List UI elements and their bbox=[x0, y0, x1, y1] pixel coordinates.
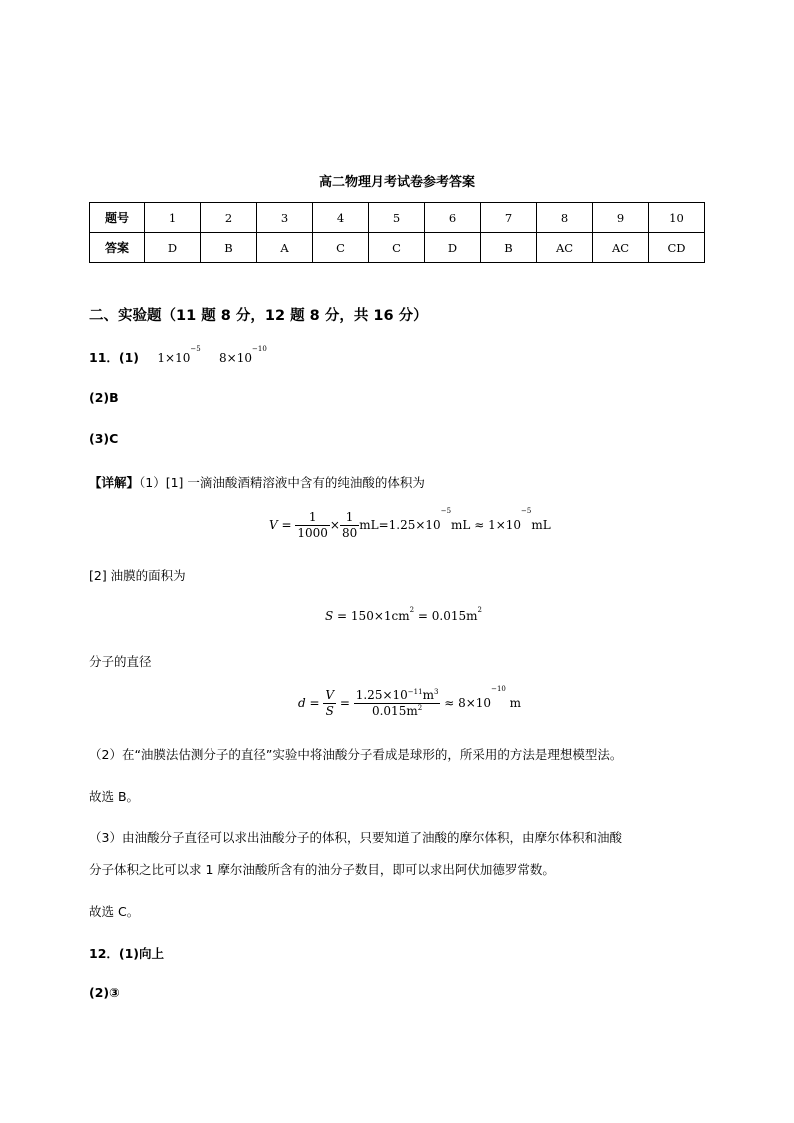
q11-answer-line bbox=[89, 345, 267, 366]
eq3-g-num bbox=[354, 688, 441, 704]
eq3-g-num-unit: m bbox=[422, 688, 434, 702]
detail-step2: [2] 油膜的面积为 bbox=[89, 568, 186, 583]
eq2-lhs: S bbox=[325, 609, 334, 623]
q12-part2: (2)③ bbox=[89, 985, 120, 1000]
eq3-tail-exp: −10 bbox=[491, 685, 506, 693]
q11-label: 11．(1) bbox=[89, 350, 140, 365]
section-heading: 二、实验题（11 题 8 分，12 题 8 分，共 16 分） bbox=[89, 308, 428, 324]
table-cell: 10 bbox=[649, 203, 705, 233]
table-cell: AC bbox=[593, 233, 649, 263]
detail-part3-line1: （3）由油酸分子直径可以求出油酸分子的体积，只要知道了油酸的摩尔体积，由摩尔体积和油酸 bbox=[89, 830, 622, 845]
equation-diameter bbox=[298, 685, 522, 719]
eq3-g-num-coef: 1.25×10 bbox=[355, 688, 408, 702]
q11-answer-1-coef: 1×10 bbox=[157, 351, 191, 365]
eq1-fraction-2 bbox=[340, 510, 359, 541]
table-cell: C bbox=[313, 233, 369, 263]
q11-part3: (3)C bbox=[89, 431, 119, 446]
eq1-mid: mL=1.25×10 bbox=[359, 518, 441, 532]
table-row-question-numbers bbox=[90, 203, 705, 233]
eq1-tail: mL ≈ 1×10 bbox=[451, 518, 522, 532]
eq1-f2-den: 80 bbox=[341, 526, 358, 540]
eq3-eq: = bbox=[305, 696, 324, 710]
q11-answer-2-coef: 8×10 bbox=[219, 351, 253, 365]
eq2-a: = 150×1cm bbox=[333, 609, 410, 623]
eq3-tail: ≈ 8×10 bbox=[440, 696, 492, 710]
eq2-a-exp: 2 bbox=[409, 606, 415, 614]
table-row-answers bbox=[90, 233, 705, 263]
equation-volume bbox=[269, 507, 551, 541]
table-cell: CD bbox=[649, 233, 705, 263]
eq1-fraction-1 bbox=[295, 510, 330, 541]
detail-step3: 分子的直径 bbox=[89, 654, 152, 669]
q11-part2: (2)B bbox=[89, 390, 119, 405]
table-cell: B bbox=[201, 233, 257, 263]
table-cell: D bbox=[145, 233, 201, 263]
detail-part2-choice: 故选 B。 bbox=[89, 789, 140, 804]
eq3-tail-unit: m bbox=[505, 696, 522, 710]
eq3-g-den-exp: 2 bbox=[417, 704, 423, 712]
table-cell: C bbox=[369, 233, 425, 263]
eq1-lhs: V bbox=[269, 518, 278, 532]
detail-part3-line2: 分子体积之比可以求 1 摩尔油酸所含有的油分子数目，即可以求出阿伏加德罗常数。 bbox=[89, 862, 555, 877]
q11-answer-1-exp: −5 bbox=[190, 345, 201, 353]
detail-part2: （2）在“油膜法估测分子的直径”实验中将油酸分子看成是球形的，所采用的方法是理想模型法。 bbox=[89, 747, 623, 762]
table-cell: 7 bbox=[481, 203, 537, 233]
eq1-tail-unit: mL bbox=[531, 518, 551, 532]
eq2-b-exp: 2 bbox=[477, 606, 482, 614]
table-cell: 4 bbox=[313, 203, 369, 233]
table-cell: 1 bbox=[145, 203, 201, 233]
eq3-g-den bbox=[354, 704, 441, 719]
eq1-times: × bbox=[329, 518, 340, 532]
eq1-mid-exp: −5 bbox=[440, 507, 452, 515]
eq3-fraction-1 bbox=[323, 688, 336, 719]
table-cell: 3 bbox=[257, 203, 313, 233]
eq1-f2-num: 1 bbox=[340, 510, 359, 526]
q12-part1: 12．(1)向上 bbox=[89, 946, 165, 961]
table-cell: D bbox=[425, 233, 481, 263]
detail-intro-text: （1）[1] 一滴油酸酒精溶液中含有的纯油酸的体积为 bbox=[139, 475, 425, 490]
page-title: 高二物理月考试卷参考答案 bbox=[318, 175, 475, 190]
table-cell: 2 bbox=[201, 203, 257, 233]
table-header-question-number: 题号 bbox=[90, 203, 145, 233]
eq1-tail-exp: −5 bbox=[521, 507, 532, 515]
eq3-f-num: V bbox=[325, 688, 335, 702]
equation-area bbox=[325, 606, 482, 623]
table-header-answer: 答案 bbox=[90, 233, 145, 263]
table-cell: A bbox=[257, 233, 313, 263]
eq3-g-num-unit-exp: 3 bbox=[433, 688, 439, 696]
eq3-g-den-text: 0.015m bbox=[371, 704, 418, 718]
eq1-f1-num: 1 bbox=[295, 510, 330, 526]
detail-tag: 【详解】 bbox=[89, 475, 140, 490]
eq3-f-den: S bbox=[325, 704, 334, 718]
q11-answer-2 bbox=[219, 345, 267, 365]
eq3-g-num-exp: −11 bbox=[407, 688, 423, 696]
eq1-f1-den: 1000 bbox=[297, 526, 328, 540]
q11-answer-2-exp: −10 bbox=[252, 345, 267, 353]
q11-answer-1 bbox=[157, 345, 201, 365]
eq3-lhs: d bbox=[298, 696, 306, 710]
table-cell: 5 bbox=[369, 203, 425, 233]
table-cell: B bbox=[481, 233, 537, 263]
table-cell: AC bbox=[537, 233, 593, 263]
table-cell: 6 bbox=[425, 203, 481, 233]
detail-part3-choice: 故选 C。 bbox=[89, 904, 140, 919]
eq3-eq2: = bbox=[336, 696, 354, 710]
detail-intro bbox=[89, 473, 425, 491]
eq2-b: = 0.015m bbox=[414, 609, 478, 623]
table-cell: 9 bbox=[593, 203, 649, 233]
table-cell: 8 bbox=[537, 203, 593, 233]
eq3-fraction-2 bbox=[354, 688, 441, 719]
answer-table bbox=[89, 202, 705, 263]
eq1-eq: = bbox=[277, 518, 296, 532]
